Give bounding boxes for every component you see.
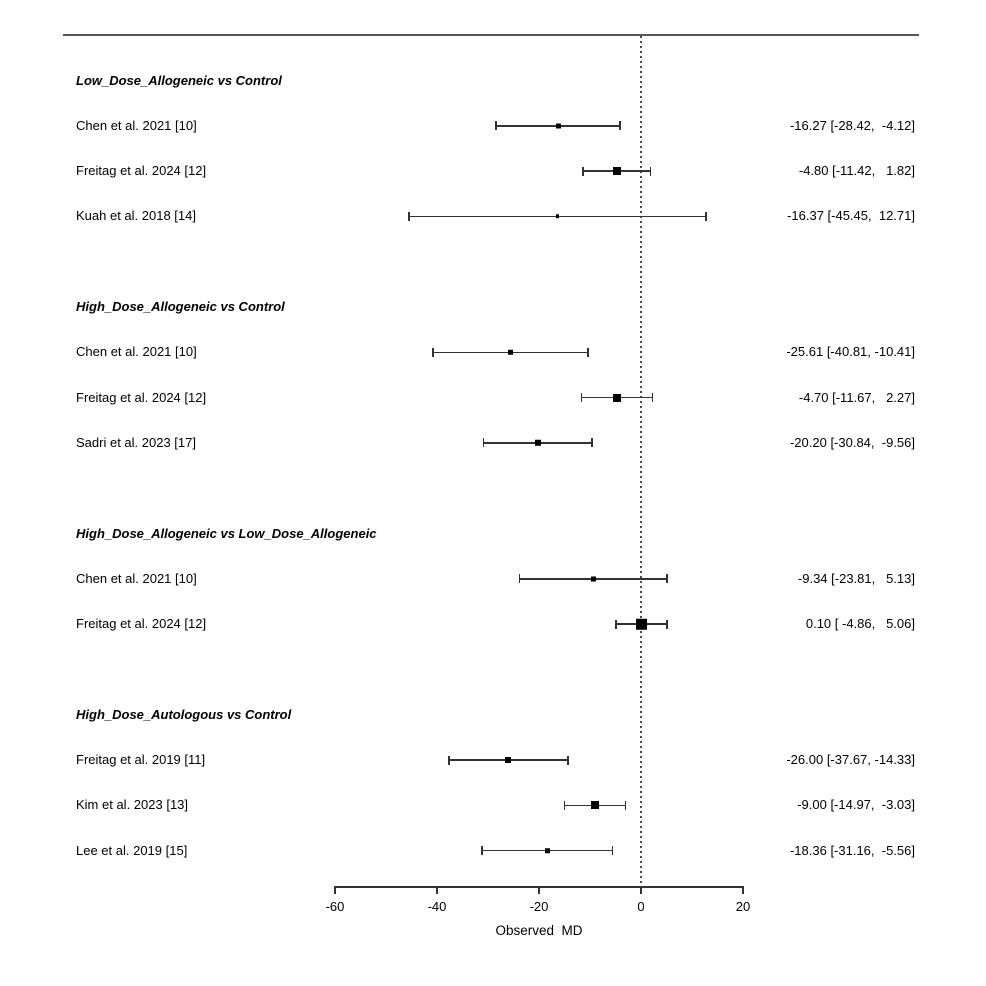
study-row — [0, 838, 986, 864]
study-annotation: -4.80 [-11.42, 1.82] — [795, 163, 915, 179]
x-tick — [538, 886, 540, 894]
study-row — [0, 113, 986, 139]
study-row — [0, 747, 986, 773]
ci-cap-left — [483, 438, 485, 447]
group-header: High_Dose_Allogeneic vs Low_Dose_Allogeneic — [76, 525, 377, 541]
study-row — [0, 566, 986, 592]
study-row — [0, 203, 986, 229]
group-header: High_Dose_Allogeneic vs Control — [76, 299, 285, 314]
study-annotation: -9.34 [-23.81, 5.13] — [794, 570, 915, 586]
x-tick-label: 20 — [735, 899, 751, 914]
study-annotation: -26.00 [-37.67, -14.33] — [786, 752, 915, 767]
ci-cap-right — [650, 167, 652, 176]
ci-cap-right — [587, 348, 589, 357]
study-annotation: 0.10 [ -4.86, 5.06] — [798, 616, 915, 632]
effect-marker — [591, 801, 599, 809]
study-row — [0, 611, 986, 637]
x-tick — [640, 886, 642, 894]
study-label: Kim et al. 2023 [13] — [76, 797, 189, 813]
effect-marker — [535, 440, 542, 447]
study-row — [0, 792, 986, 818]
x-axis-title: Observed MD — [495, 923, 583, 938]
group-header: High_Dose_Autologous vs Control — [76, 706, 292, 722]
ci-cap-left — [564, 801, 566, 810]
study-label: Freitag et al. 2024 [12] — [76, 389, 207, 405]
ci-cap-left — [582, 167, 584, 176]
ci-cap-right — [666, 574, 668, 583]
study-row — [0, 385, 986, 411]
ci-cap-left — [615, 620, 617, 629]
study-label: Chen et al. 2021 [10] — [76, 117, 197, 133]
study-label: Lee et al. 2019 [15] — [76, 842, 188, 858]
ci-cap-right — [625, 801, 627, 810]
ci-cap-left — [432, 348, 434, 357]
ci-cap-right — [567, 756, 569, 765]
study-label: Kuah et al. 2018 [14] — [76, 208, 196, 224]
ci-cap-right — [619, 121, 621, 130]
study-label: Sadri et al. 2023 [17] — [76, 434, 196, 450]
study-row — [0, 339, 986, 365]
study-annotation: -16.27 [-28.42, -4.12] — [789, 117, 915, 133]
effect-marker — [505, 757, 511, 763]
study-label: Freitag et al. 2024 [12] — [76, 163, 207, 179]
effect-marker — [613, 167, 621, 175]
effect-marker — [545, 848, 551, 854]
x-tick — [334, 886, 336, 894]
x-tick-label: -20 — [529, 899, 549, 914]
effect-marker — [508, 350, 513, 355]
effect-marker — [636, 619, 647, 630]
effect-marker — [613, 394, 621, 402]
study-annotation: -20.20 [-30.84, -9.56] — [789, 434, 915, 450]
ci-cap-left — [519, 574, 521, 583]
x-tick-label: -40 — [427, 899, 447, 914]
ci-cap-left — [448, 756, 450, 765]
ci-cap-right — [612, 846, 614, 855]
ci-cap-left — [581, 393, 583, 402]
study-label: Chen et al. 2021 [10] — [76, 570, 197, 586]
study-annotation: -25.61 [-40.81, -10.41] — [786, 344, 915, 360]
x-tick — [742, 886, 744, 894]
effect-marker — [591, 576, 596, 581]
effect-marker — [556, 215, 560, 219]
study-row — [0, 430, 986, 456]
study-label: Chen et al. 2021 [10] — [76, 344, 197, 360]
ci-cap-right — [705, 212, 707, 221]
study-annotation: -18.36 [-31.16, -5.56] — [789, 842, 915, 858]
ci-cap-right — [652, 393, 654, 402]
study-label: Freitag et al. 2019 [11] — [76, 752, 206, 767]
x-tick — [436, 886, 438, 894]
x-tick-label: -60 — [325, 899, 345, 914]
ci-cap-right — [666, 620, 668, 629]
ci-cap-left — [495, 121, 497, 130]
effect-marker — [556, 123, 561, 128]
study-label: Freitag et al. 2024 [12] — [76, 616, 207, 632]
study-annotation: -4.70 [-11.67, 2.27] — [795, 389, 915, 405]
top-rule — [63, 34, 919, 36]
study-annotation: -16.37 [-45.45, 12.71] — [787, 208, 915, 224]
x-tick-label: 0 — [637, 899, 645, 914]
study-row — [0, 158, 986, 184]
study-annotation: -9.00 [-14.97, -3.03] — [793, 797, 915, 813]
ci-cap-left — [408, 212, 410, 221]
ci-cap-right — [591, 438, 593, 447]
ci-cap-left — [481, 846, 483, 855]
group-header: Low_Dose_Allogeneic vs Control — [76, 72, 282, 88]
